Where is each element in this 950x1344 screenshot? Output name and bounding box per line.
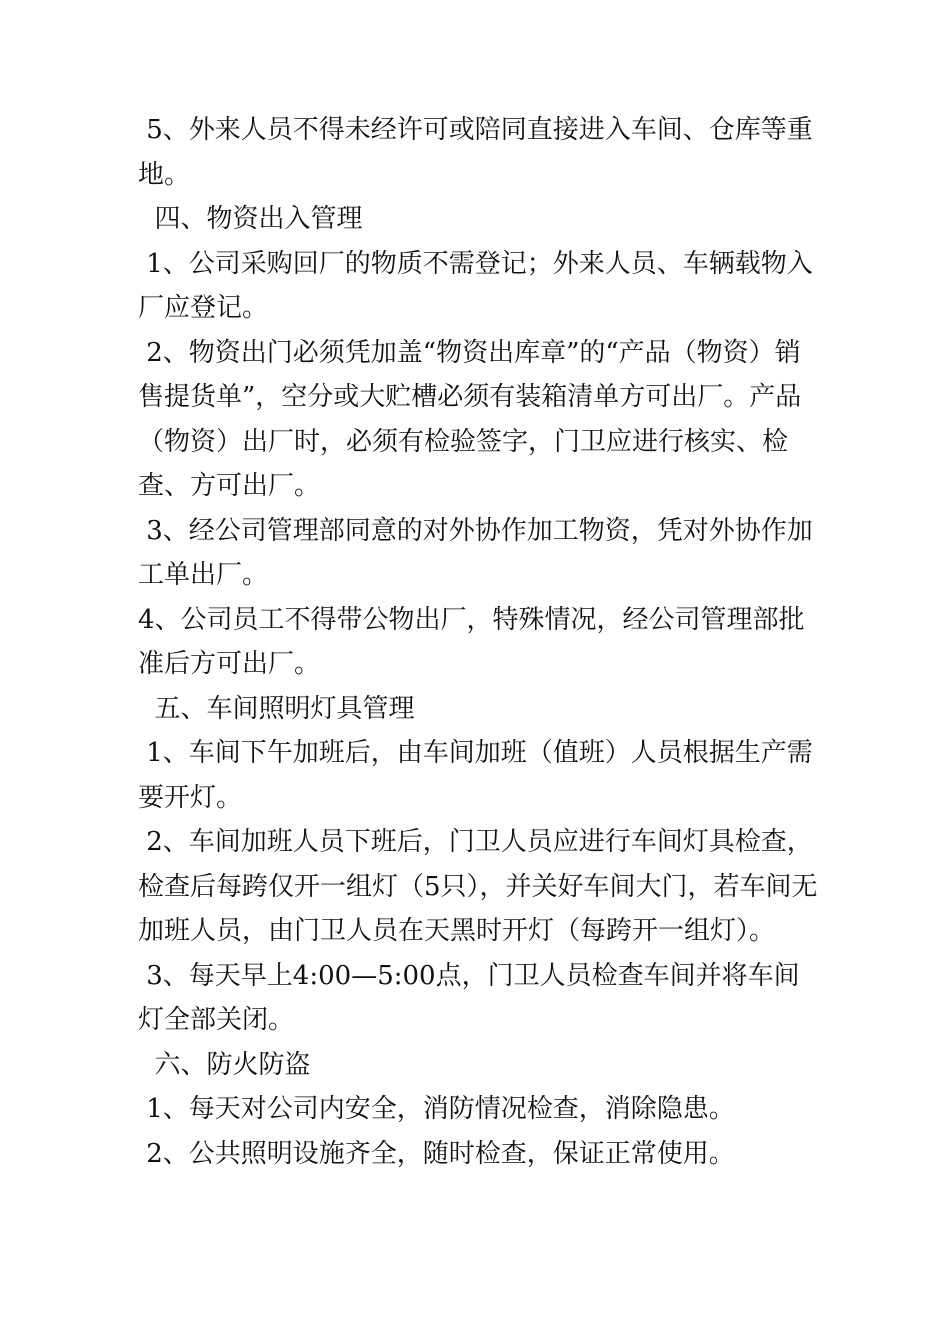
paragraph-materials-4: 4、公司员工不得带公物出厂，特殊情况，经公司管理部批准后方可出厂。	[138, 604, 805, 679]
paragraph-fire-theft-1: 1、每天对公司内安全，消防情况检查，消除隐患。	[138, 1094, 735, 1124]
paragraph-item-5-visitors: 5、外来人员不得未经许可或陪同直接进入车间、仓库等重地。	[138, 115, 813, 190]
paragraph-materials-3: 3、经公司管理部同意的对外协作加工物资，凭对外协作加工单出厂。	[138, 515, 813, 590]
paragraph-lighting-3: 3、每天早上4:00—5:00点，门卫人员检查车间并将车间灯全部关闭。	[138, 960, 800, 1035]
paragraph-materials-1: 1、公司采购回厂的物质不需登记；外来人员、车辆载物入厂应登记。	[138, 248, 813, 323]
document-body	[138, 108, 822, 1176]
paragraph-lighting-1: 1、车间下午加班后，由车间加班（值班）人员根据生产需要开灯。	[138, 738, 813, 813]
paragraph-lighting-2: 2、车间加班人员下班后，门卫人员应进行车间灯具检查，检查后每跨仅开一组灯（5只），并关好车间大门，若车间无加班人员，由门卫人员在天黑时开灯（每跨开一组灯）。	[138, 827, 818, 946]
paragraph-materials-2: 2、物资出门必须凭加盖“物资出库章”的“产品（物资）销售提货单”，空分或大贮槽必须有装箱清单方可出厂。产品（物资）出厂时，必须有检验签字，门卫应进行核实、检查、方可出厂。	[138, 337, 802, 501]
paragraph-fire-theft-2: 2、公共照明设施齐全，随时检查，保证正常使用。	[138, 1138, 735, 1169]
section-heading-lighting: 五、车间照明灯具管理	[138, 693, 415, 724]
section-heading-fire-theft: 六、防火防盗	[138, 1049, 311, 1080]
section-heading-materials: 四、物资出入管理	[138, 204, 363, 234]
